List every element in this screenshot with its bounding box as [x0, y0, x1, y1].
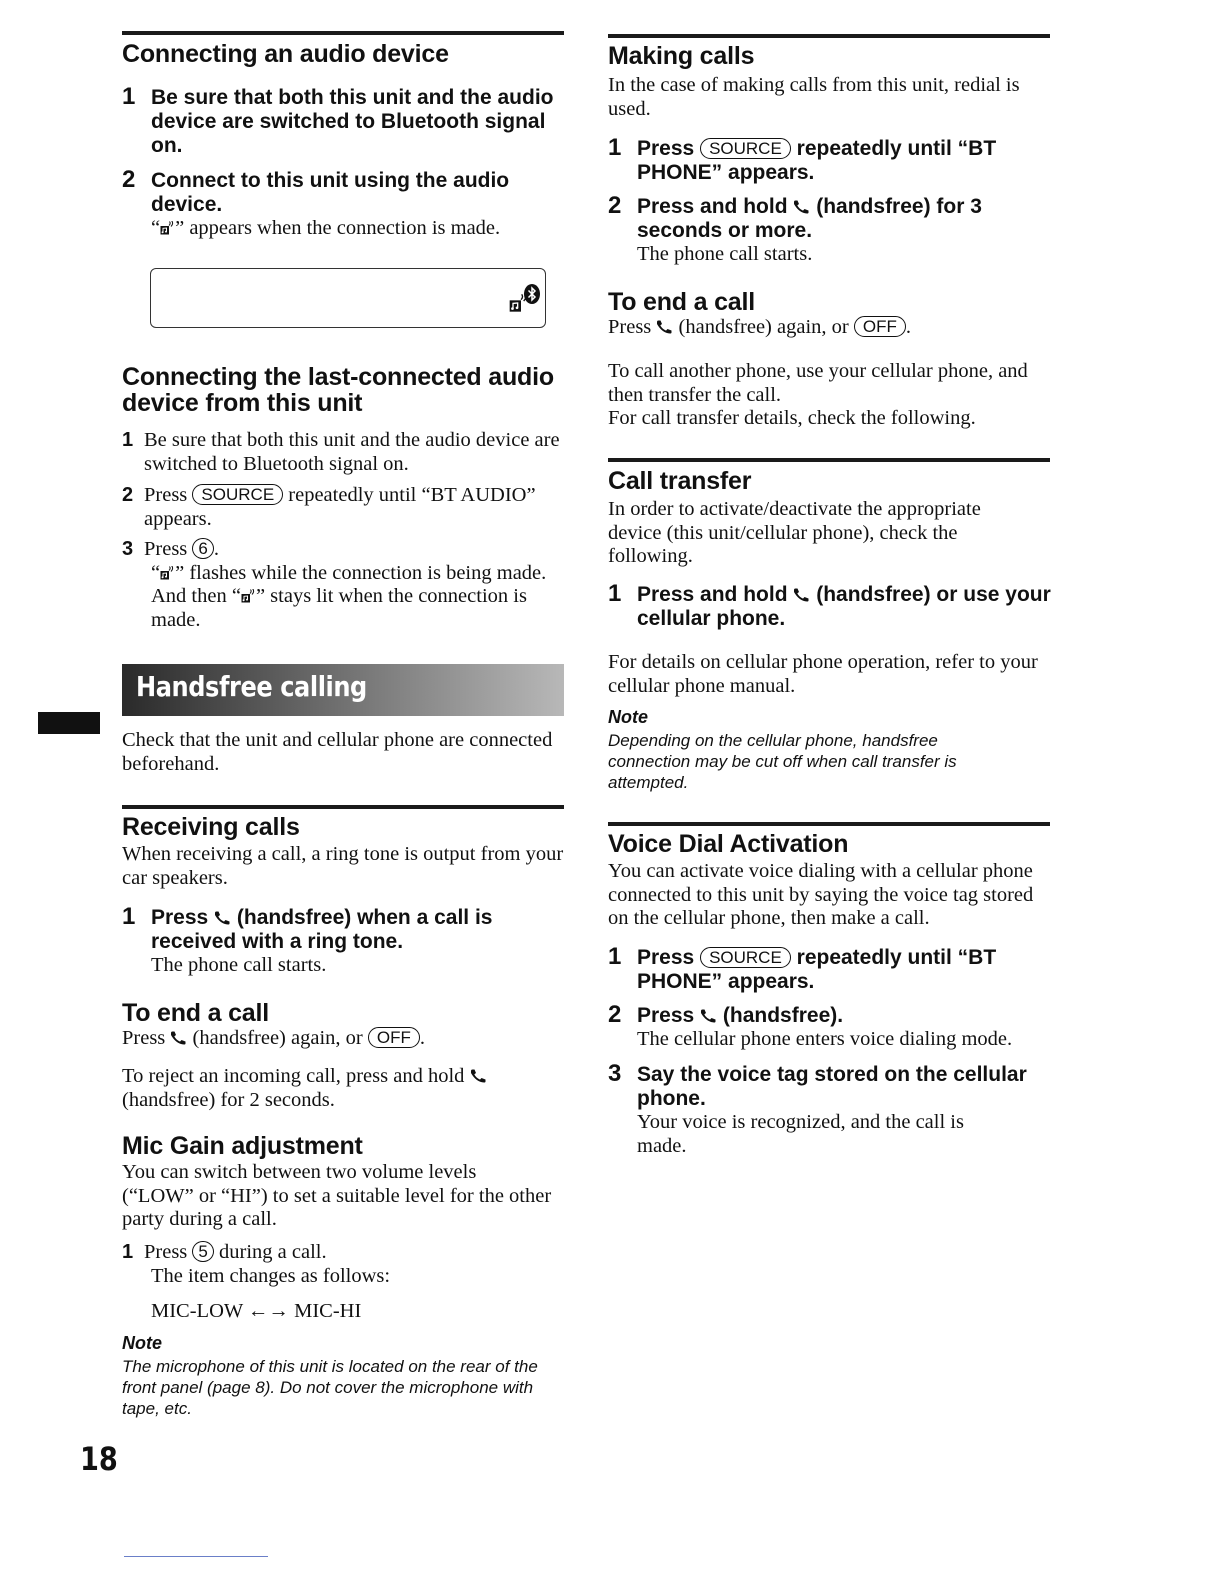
voice-dial-step-3: 3 Say the voice tag stored on the cellular phone. Your voice is recognized, and the call is made.: [608, 1060, 1027, 1157]
step-detail: “ ” appears when the connection is made.: [151, 217, 501, 239]
note-text: Depending on the cellular phone, handsfree connection may be cut off when call transfer is attempted.: [608, 731, 957, 792]
call-transfer-intro: In order to activate/deactivate the appropriate device (this unit/cellular phone), check the following.: [608, 498, 981, 567]
note-text: The microphone of this unit is located on the rear of the front panel (page 8). Do not cover the microphone with tape, etc.: [122, 1357, 538, 1418]
phone-icon: [793, 200, 810, 214]
voice-dial-step-2: 2 Press (handsfree). The cellular phone enters voice dialing mode.: [608, 1001, 1013, 1050]
heading-connecting-audio: Connecting an audio device: [122, 40, 449, 68]
bt-audio-icon: [241, 589, 256, 603]
bluetooth-icon: [523, 283, 541, 305]
last-connected-step-2: 2 Press SOURCE repeatedly until “BT AUDIO” appears.: [122, 484, 536, 530]
phone-icon: [214, 911, 231, 925]
phone-icon: [793, 588, 810, 602]
last-connected-step-3: 3 Press 6 . “ ” flashes while the connection is being made. And then “ ” stays lit when the connection is made.: [122, 538, 568, 632]
handsfree-banner: Handsfree calling: [122, 664, 564, 716]
section-rule: [608, 822, 1050, 826]
making-calls-step-1: 1 Press SOURCE repeatedly until “BT PHONE” appears.: [608, 134, 997, 184]
bt-audio-icon: [160, 221, 175, 235]
end-call-text: Press (handsfree) again, or OFF .: [122, 1027, 425, 1049]
heading-making-calls: Making calls: [608, 42, 755, 70]
heading-end-call: To end a call: [122, 999, 269, 1027]
receiving-step-1: 1 Press (handsfree) when a call is received with a ring tone. The phone call starts.: [122, 903, 493, 976]
connecting-audio-step-1: 1 Be sure that both this unit and the audio device are switched to Bluetooth signal on.: [122, 83, 554, 157]
section-rule: [122, 31, 564, 35]
heading-receiving-calls: Receiving calls: [122, 813, 300, 841]
heading-mic-gain: Mic Gain adjustment: [122, 1132, 363, 1160]
source-key: SOURCE: [700, 138, 791, 159]
cellular-details-text: For details on cellular phone operation, refer to your cellular phone manual.: [608, 651, 1038, 697]
voice-dial-intro: You can activate voice dialing with a cellular phone connected to this unit by saying the voice tag stored on the cellular phone, then make a call.: [608, 860, 1034, 929]
making-calls-intro: In the case of making calls from this unit, redial is used.: [608, 74, 1020, 120]
handsfree-intro: Check that the unit and cellular phone are connected beforehand.: [122, 729, 553, 775]
voice-dial-step-1: 1 Press SOURCE repeatedly until “BT PHONE” appears.: [608, 943, 997, 993]
heading-call-transfer: Call transfer: [608, 467, 752, 495]
key-6: 6: [192, 538, 213, 559]
phone-icon: [470, 1069, 487, 1083]
heading-voice-dial: Voice Dial Activation: [608, 830, 849, 858]
section-rule: [122, 805, 564, 809]
heading-end-call: To end a call: [608, 288, 755, 316]
off-key: OFF: [854, 316, 906, 337]
step-detail: “ ” flashes while the connection is being made. And then “ ” stays lit when the connection is made.: [151, 561, 547, 631]
source-key: SOURCE: [192, 484, 283, 505]
heading-last-connected: Connecting the last-connected audio device from this unit: [122, 363, 554, 417]
source-key: SOURCE: [700, 947, 791, 968]
phone-icon: [170, 1031, 187, 1045]
making-calls-step-2: 2 Press and hold (handsfree) for 3 seconds or more. The phone call starts.: [608, 192, 982, 265]
last-connected-step-1: 1 Be sure that both this unit and the audio device are switched to Bluetooth signal on.: [122, 429, 560, 475]
bt-audio-icon: [160, 566, 175, 580]
note-label: Note: [608, 707, 648, 727]
call-another-text: To call another phone, use your cellular phone, and then transfer the call.: [608, 360, 1028, 406]
call-transfer-reference: For call transfer details, check the following.: [608, 407, 976, 429]
footer-rule: [124, 1556, 268, 1557]
connecting-audio-step-2: 2 Connect to this unit using the audio device. “ ” appears when the connection is made.: [122, 169, 568, 241]
mic-gain-step-1: 1 Press 5 during a call. The item changes as follows:: [122, 1241, 391, 1287]
call-transfer-step-1: 1 Press and hold (handsfree) or use your cellular phone.: [608, 580, 1051, 630]
phone-icon: [700, 1009, 717, 1023]
key-5: 5: [192, 1241, 213, 1262]
reject-call-text: To reject an incoming call, press and hold (handsfree) for 2 seconds.: [122, 1065, 542, 1112]
phone-icon: [656, 320, 673, 334]
section-tab-marker: [38, 712, 100, 734]
lcd-display-illustration: [150, 268, 546, 328]
section-rule: [608, 458, 1050, 462]
receiving-intro: When receiving a call, a ring tone is output from your car speakers.: [122, 843, 564, 889]
mic-level-flow: MIC-LOW ←→ MIC-HI: [151, 1300, 362, 1322]
end-call-text: Press (handsfree) again, or OFF .: [608, 316, 911, 338]
mic-gain-intro: You can switch between two volume levels (“LOW” or “HI”) to set a suitable level for the other party during a call.: [122, 1161, 552, 1230]
off-key: OFF: [368, 1027, 420, 1048]
section-rule: [608, 34, 1050, 38]
note-label: Note: [122, 1333, 162, 1353]
page-number: 18: [80, 1440, 118, 1478]
